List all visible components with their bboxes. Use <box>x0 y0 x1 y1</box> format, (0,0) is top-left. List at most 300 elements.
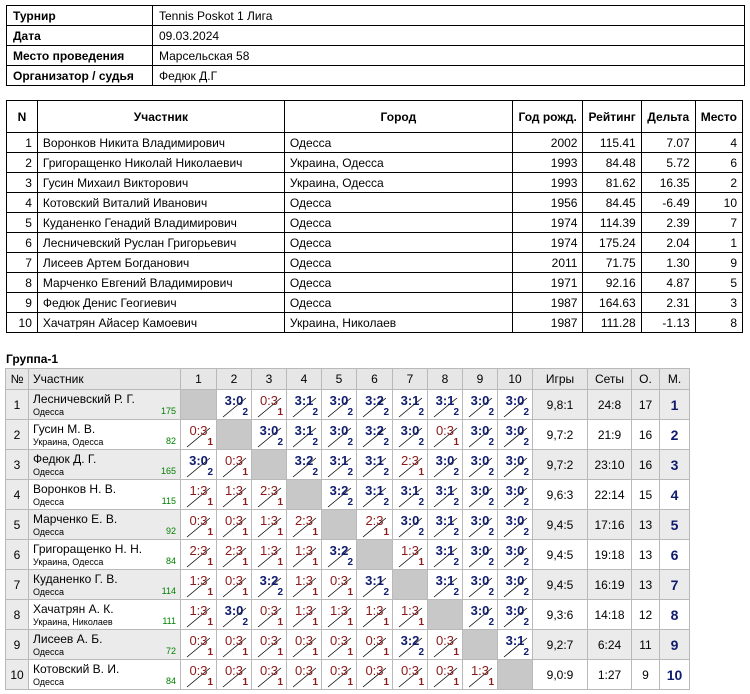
match-score: 3:0 <box>224 603 244 618</box>
diagonal-cell <box>498 660 533 690</box>
participant-number: 1 <box>7 133 38 153</box>
match-points: 1 <box>207 647 213 658</box>
match-result-cell <box>463 510 498 540</box>
participant-city: Одесса <box>284 273 512 293</box>
participant-birth-year: 2011 <box>512 253 583 273</box>
match-points: 1 <box>277 527 283 538</box>
match-result-cell <box>498 480 533 510</box>
match-points: 2 <box>523 467 529 478</box>
participant-delta: 1.30 <box>641 253 695 273</box>
match-score: 0:3 <box>259 393 279 408</box>
match-score: 3:0 <box>400 513 420 528</box>
participant-number: 6 <box>7 233 38 253</box>
match-result-cell <box>252 660 287 690</box>
match-result-cell <box>252 630 287 660</box>
grid-row <box>6 510 690 540</box>
player-name: Федюк Д. Г. <box>33 452 97 466</box>
player-place: 5 <box>660 510 690 540</box>
player-cell <box>29 480 181 510</box>
player-place: 3 <box>660 450 690 480</box>
match-points: 1 <box>418 617 424 628</box>
participant-birth-year: 1971 <box>512 273 583 293</box>
participant-rating: 115.41 <box>583 133 641 153</box>
participant-number: 4 <box>7 193 38 213</box>
column-header-opponent-5: 5 <box>322 369 357 390</box>
match-score: 2:3 <box>294 513 314 528</box>
match-points: 2 <box>488 557 494 568</box>
match-score: 1:3 <box>259 513 279 528</box>
participant-name: Лисеев Артем Богданович <box>37 253 284 273</box>
match-score: 1:3 <box>294 603 314 618</box>
round-robin-grid <box>5 368 690 690</box>
match-result-cell <box>287 390 322 420</box>
match-score: 0:3 <box>294 633 314 648</box>
match-score: 1:3 <box>329 603 349 618</box>
match-result-cell <box>252 510 287 540</box>
column-header-rating: Рейтинг <box>583 101 641 133</box>
match-result-cell <box>181 630 217 660</box>
participant-birth-year: 1993 <box>512 153 583 173</box>
match-score: 0:3 <box>189 663 208 678</box>
participant-place: 2 <box>695 173 742 193</box>
participant-delta: -6.49 <box>641 193 695 213</box>
participant-rating: 114.39 <box>583 213 641 233</box>
match-score: 0:3 <box>259 663 279 678</box>
match-result-cell <box>463 600 498 630</box>
info-row-date <box>7 26 745 46</box>
participant-place: 7 <box>695 213 742 233</box>
player-points: 16 <box>632 420 660 450</box>
player-city: Одесса <box>33 647 65 657</box>
match-score: 3:0 <box>505 393 525 408</box>
match-score: 3:1 <box>329 453 349 468</box>
match-points: 1 <box>347 587 353 598</box>
match-score: 3:2 <box>365 423 384 438</box>
player-city: Одесса <box>33 527 65 537</box>
match-result-cell <box>393 390 428 420</box>
grid-row <box>6 390 690 420</box>
player-number: 7 <box>6 570 29 600</box>
match-score: 1:3 <box>224 483 244 498</box>
match-result-cell <box>181 420 217 450</box>
match-result-cell <box>322 660 357 690</box>
match-result-cell <box>217 450 252 480</box>
match-result-cell <box>428 540 463 570</box>
diagonal-cell <box>181 390 217 420</box>
match-result-cell <box>322 540 357 570</box>
participant-rating: 71.75 <box>583 253 641 273</box>
match-points: 2 <box>383 587 389 598</box>
participant-name: Котовский Виталий Иванович <box>37 193 284 213</box>
player-cell <box>29 450 181 480</box>
match-score: 0:3 <box>365 633 384 648</box>
match-score: 3:1 <box>505 633 525 648</box>
match-points: 2 <box>453 497 459 508</box>
match-result-cell <box>217 480 252 510</box>
match-result-cell <box>498 570 533 600</box>
player-rating: 72 <box>165 646 176 656</box>
match-score: 1:3 <box>400 543 420 558</box>
participant-row <box>7 153 743 173</box>
participant-row <box>7 213 743 233</box>
participant-name: Куданенко Генадий Владимирович <box>37 213 284 233</box>
match-points: 2 <box>488 407 494 418</box>
match-result-cell <box>463 660 498 690</box>
grid-row <box>6 570 690 600</box>
player-name: Лисеев А. Б. <box>33 632 103 646</box>
match-score: 3:1 <box>435 483 455 498</box>
match-score: 0:3 <box>400 663 420 678</box>
grid-header-row <box>6 369 690 390</box>
match-score: 0:3 <box>189 423 208 438</box>
participant-city: Одесса <box>284 133 512 153</box>
participant-name: Гусин Михаил Викторович <box>37 173 284 193</box>
match-result-cell <box>498 420 533 450</box>
match-result-cell <box>498 630 533 660</box>
match-result-cell <box>181 600 217 630</box>
match-result-cell <box>463 540 498 570</box>
participant-place: 9 <box>695 253 742 273</box>
match-points: 2 <box>453 407 459 418</box>
participant-birth-year: 2002 <box>512 133 583 153</box>
match-points: 2 <box>242 617 248 628</box>
match-result-cell <box>322 570 357 600</box>
participant-number: 9 <box>7 293 38 313</box>
match-result-cell <box>287 660 322 690</box>
match-score: 0:3 <box>329 633 349 648</box>
match-score: 0:3 <box>224 453 244 468</box>
match-result-cell <box>357 660 393 690</box>
player-rating: 82 <box>165 436 176 446</box>
match-result-cell <box>181 660 217 690</box>
match-points: 2 <box>418 437 424 448</box>
player-games: 9,3:6 <box>533 600 588 630</box>
match-score: 0:3 <box>189 513 208 528</box>
match-score: 3:0 <box>470 483 490 498</box>
participant-number: 7 <box>7 253 38 273</box>
column-header-points: О. <box>632 369 660 390</box>
player-games: 9,7:2 <box>533 420 588 450</box>
match-result-cell <box>393 480 428 510</box>
player-games: 9,0:9 <box>533 660 588 690</box>
player-number: 10 <box>6 660 29 690</box>
match-score: 3:0 <box>470 603 490 618</box>
player-name: Воронков Н. В. <box>33 482 117 496</box>
player-points: 13 <box>632 540 660 570</box>
player-name: Гусин М. В. <box>33 422 96 436</box>
player-rating: 114 <box>161 586 176 596</box>
column-header-birth-year: Год рожд. <box>512 101 583 133</box>
match-score: 3:0 <box>505 543 525 558</box>
match-score: 3:0 <box>470 573 490 588</box>
match-points: 2 <box>383 497 389 508</box>
match-score: 3:1 <box>365 483 384 498</box>
player-sets: 14:18 <box>588 600 632 630</box>
match-points: 1 <box>453 677 459 688</box>
player-rating: 92 <box>165 526 176 536</box>
participant-row <box>7 313 743 333</box>
match-score: 3:0 <box>470 543 490 558</box>
player-rating: 165 <box>160 466 176 476</box>
match-points: 1 <box>347 677 353 688</box>
player-number: 8 <box>6 600 29 630</box>
column-header-opponent-6: 6 <box>357 369 393 390</box>
match-score: 3:1 <box>400 393 420 408</box>
player-points: 13 <box>632 510 660 540</box>
match-points: 1 <box>242 677 248 688</box>
column-header-player: Участник <box>29 369 181 390</box>
match-score: 3:0 <box>400 423 420 438</box>
match-score: 3:2 <box>329 543 349 558</box>
player-name: Хачатрян А. К. <box>33 602 114 616</box>
participant-rating: 164.63 <box>583 293 641 313</box>
match-result-cell <box>181 510 217 540</box>
match-points: 1 <box>383 647 389 658</box>
participant-birth-year: 1974 <box>512 213 583 233</box>
match-result-cell <box>357 600 393 630</box>
player-cell <box>29 630 181 660</box>
match-points: 1 <box>347 617 353 628</box>
player-number: 3 <box>6 450 29 480</box>
match-points: 1 <box>312 617 318 628</box>
participant-row <box>7 193 743 213</box>
match-points: 1 <box>418 557 424 568</box>
participant-rating: 92.16 <box>583 273 641 293</box>
match-points: 2 <box>523 497 529 508</box>
column-header-delta: Дельта <box>641 101 695 133</box>
participant-rating: 111.28 <box>583 313 641 333</box>
participants-header-row <box>7 101 743 133</box>
player-cell <box>29 600 181 630</box>
match-score: 3:0 <box>505 573 525 588</box>
match-result-cell <box>287 450 322 480</box>
match-points: 2 <box>312 437 318 448</box>
match-result-cell <box>252 600 287 630</box>
match-points: 2 <box>418 647 424 658</box>
participant-name: Федюк Денис Геогиевич <box>37 293 284 313</box>
match-result-cell <box>428 510 463 540</box>
match-result-cell <box>463 450 498 480</box>
match-result-cell <box>357 390 393 420</box>
participant-rating: 175.24 <box>583 233 641 253</box>
match-score: 1:3 <box>365 603 384 618</box>
match-result-cell <box>217 630 252 660</box>
participant-row <box>7 293 743 313</box>
match-result-cell <box>463 420 498 450</box>
match-score: 2:3 <box>400 453 420 468</box>
match-result-cell <box>252 420 287 450</box>
match-result-cell <box>463 570 498 600</box>
match-score: 3:0 <box>329 423 349 438</box>
match-points: 2 <box>453 587 459 598</box>
match-result-cell <box>322 390 357 420</box>
player-cell <box>29 420 181 450</box>
match-points: 2 <box>242 407 248 418</box>
column-header-games: Игры <box>533 369 588 390</box>
player-name: Лесничевский Р. Г. <box>33 392 135 406</box>
participant-row <box>7 273 743 293</box>
match-points: 1 <box>453 647 459 658</box>
match-points: 2 <box>347 437 353 448</box>
match-points: 2 <box>488 467 494 478</box>
diagonal-cell <box>393 570 428 600</box>
match-result-cell <box>181 540 217 570</box>
match-score: 0:3 <box>224 573 244 588</box>
match-score: 0:3 <box>329 663 349 678</box>
match-result-cell <box>393 600 428 630</box>
player-points: 12 <box>632 600 660 630</box>
match-score: 3:0 <box>470 513 490 528</box>
match-result-cell <box>322 450 357 480</box>
player-cell <box>29 660 181 690</box>
match-points: 1 <box>418 467 424 478</box>
match-score: 0:3 <box>259 633 279 648</box>
participant-city: Украина, Николаев <box>284 313 512 333</box>
match-result-cell <box>217 510 252 540</box>
match-score: 3:2 <box>400 633 420 648</box>
player-cell <box>29 540 181 570</box>
match-result-cell <box>181 480 217 510</box>
participant-city: Одесса <box>284 213 512 233</box>
match-result-cell <box>463 390 498 420</box>
match-points: 1 <box>312 527 318 538</box>
match-result-cell <box>357 630 393 660</box>
info-key: Место проведения <box>7 46 153 66</box>
player-games: 9,6:3 <box>533 480 588 510</box>
match-points: 1 <box>277 407 283 418</box>
match-result-cell <box>252 540 287 570</box>
participant-row <box>7 253 743 273</box>
player-number: 1 <box>6 390 29 420</box>
match-result-cell <box>463 480 498 510</box>
match-points: 2 <box>523 557 529 568</box>
participant-delta: 2.39 <box>641 213 695 233</box>
match-points: 2 <box>488 617 494 628</box>
column-header-n: N <box>7 101 38 133</box>
participant-number: 3 <box>7 173 38 193</box>
participant-delta: 16.35 <box>641 173 695 193</box>
match-result-cell <box>393 660 428 690</box>
info-key: Турнир <box>7 6 153 26</box>
match-points: 2 <box>418 407 424 418</box>
match-points: 2 <box>523 407 529 418</box>
match-result-cell <box>428 390 463 420</box>
match-result-cell <box>498 510 533 540</box>
match-result-cell <box>393 630 428 660</box>
participant-city: Одесса <box>284 293 512 313</box>
match-result-cell <box>393 450 428 480</box>
grid-row <box>6 600 690 630</box>
match-result-cell <box>428 570 463 600</box>
match-points: 1 <box>418 677 424 688</box>
match-score: 3:0 <box>435 453 455 468</box>
match-points: 1 <box>242 527 248 538</box>
match-score: 1:3 <box>189 603 208 618</box>
participant-name: Лесничевский Руслан Григорьевич <box>37 233 284 253</box>
column-header-num: № <box>6 369 29 390</box>
match-points: 2 <box>347 407 353 418</box>
match-points: 2 <box>523 617 529 628</box>
player-place: 1 <box>660 390 690 420</box>
match-score: 3:0 <box>505 513 525 528</box>
match-result-cell <box>357 450 393 480</box>
group-title: Группа-1 <box>6 352 59 366</box>
player-sets: 6:24 <box>588 630 632 660</box>
column-header-opponent-9: 9 <box>463 369 498 390</box>
player-sets: 23:10 <box>588 450 632 480</box>
match-score: 3:1 <box>294 393 314 408</box>
player-rating: 84 <box>165 676 176 686</box>
player-place: 8 <box>660 600 690 630</box>
participant-rating: 81.62 <box>583 173 641 193</box>
match-score: 3:0 <box>505 423 525 438</box>
match-score: 2:3 <box>365 513 384 528</box>
player-points: 17 <box>632 390 660 420</box>
player-cell <box>29 390 181 420</box>
match-result-cell <box>322 600 357 630</box>
participant-number: 8 <box>7 273 38 293</box>
match-score: 2:3 <box>259 483 279 498</box>
match-points: 1 <box>312 677 318 688</box>
column-header-opponent-7: 7 <box>393 369 428 390</box>
participant-place: 8 <box>695 313 742 333</box>
player-games: 9,4:5 <box>533 510 588 540</box>
match-result-cell <box>428 660 463 690</box>
match-score: 3:2 <box>329 483 349 498</box>
player-number: 5 <box>6 510 29 540</box>
match-score: 1:3 <box>470 663 490 678</box>
match-points: 2 <box>383 437 389 448</box>
info-key: Организатор / судья <box>7 66 153 86</box>
participant-name: Хачатрян Айасер Камоевич <box>37 313 284 333</box>
match-score: 3:0 <box>470 423 490 438</box>
match-score: 3:1 <box>400 483 420 498</box>
match-points: 2 <box>523 527 529 538</box>
match-points: 2 <box>418 497 424 508</box>
info-row-tournament <box>7 6 745 26</box>
info-value: 09.03.2024 <box>153 26 745 46</box>
player-place: 7 <box>660 570 690 600</box>
player-sets: 17:16 <box>588 510 632 540</box>
match-points: 1 <box>277 557 283 568</box>
info-key: Дата <box>7 26 153 46</box>
match-score: 0:3 <box>224 633 244 648</box>
match-score: 1:3 <box>294 543 314 558</box>
match-score: 0:3 <box>189 633 208 648</box>
participant-birth-year: 1987 <box>512 313 583 333</box>
player-games: 9,4:5 <box>533 570 588 600</box>
match-points: 1 <box>207 587 213 598</box>
match-points: 1 <box>277 677 283 688</box>
match-score: 3:1 <box>435 513 455 528</box>
match-score: 0:3 <box>294 663 314 678</box>
player-sets: 22:14 <box>588 480 632 510</box>
match-points: 1 <box>383 617 389 628</box>
match-result-cell <box>287 420 322 450</box>
match-points: 1 <box>207 497 213 508</box>
participant-city: Одесса <box>284 193 512 213</box>
match-result-cell <box>217 570 252 600</box>
match-result-cell <box>393 540 428 570</box>
participant-rating: 84.45 <box>583 193 641 213</box>
match-points: 2 <box>488 437 494 448</box>
match-points: 2 <box>523 647 529 658</box>
match-score: 1:3 <box>189 573 208 588</box>
participant-birth-year: 1987 <box>512 293 583 313</box>
match-points: 2 <box>383 467 389 478</box>
match-points: 1 <box>207 437 213 448</box>
match-points: 1 <box>277 647 283 658</box>
